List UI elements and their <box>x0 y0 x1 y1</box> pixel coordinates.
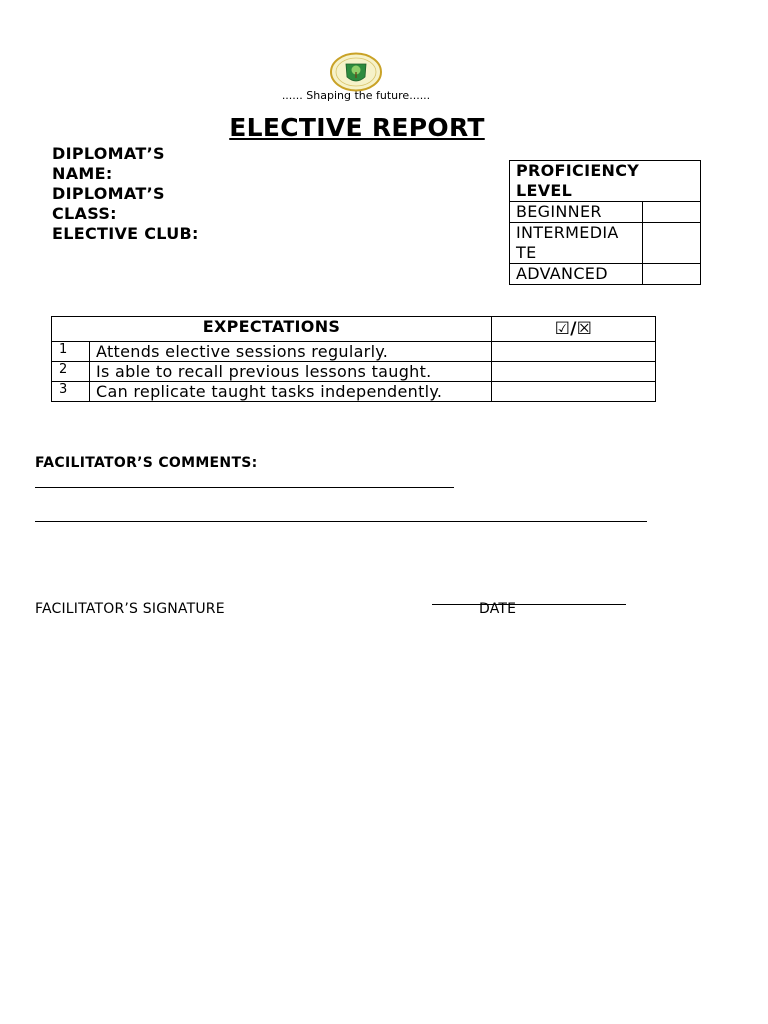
proficiency-checkbox-beginner[interactable] <box>642 202 700 223</box>
facilitator-signature-label: FACILITATOR’S SIGNATURE <box>35 601 225 617</box>
proficiency-checkbox-intermediate[interactable] <box>642 223 700 264</box>
proficiency-header-line1: PROFICIENCY <box>516 161 640 180</box>
expectation-mark-cell[interactable] <box>492 382 656 402</box>
comment-line-2[interactable] <box>35 521 647 522</box>
expectation-text: Can replicate taught tasks independently. <box>90 382 492 402</box>
expectations-table <box>51 316 656 402</box>
check-cross-header-icon: ☑/☒ <box>492 317 656 342</box>
table-row <box>52 342 656 362</box>
diplomat-name-label-line2: NAME: <box>52 164 113 183</box>
proficiency-level-advanced: ADVANCED <box>510 264 643 285</box>
expectations-header: EXPECTATIONS <box>52 317 492 342</box>
diplomat-class-label-line1: DIPLOMAT’S <box>52 184 165 203</box>
row-number: 1 <box>52 342 90 362</box>
proficiency-level-beginner: BEGINNER <box>510 202 643 223</box>
row-number: 2 <box>52 362 90 382</box>
diplomat-name-label-line1: DIPLOMAT’S <box>52 144 165 163</box>
comment-line-1[interactable] <box>35 487 454 488</box>
date-line[interactable] <box>432 604 626 605</box>
expectation-mark-cell[interactable] <box>492 362 656 382</box>
tagline: ...... Shaping the future...... <box>281 89 431 102</box>
school-logo-seal <box>329 52 383 92</box>
proficiency-level-intermediate: INTERMEDIA TE <box>510 223 643 264</box>
expectation-text: Is able to recall previous lessons taught. <box>90 362 492 382</box>
proficiency-header <box>510 161 701 202</box>
page-title: ELECTIVE REPORT <box>229 113 485 142</box>
facilitator-comments-label: FACILITATOR’S COMMENTS: <box>35 455 258 471</box>
proficiency-table <box>509 160 701 285</box>
student-info-fields <box>52 144 199 244</box>
diplomat-class-label-line2: CLASS: <box>52 204 117 223</box>
table-row <box>52 362 656 382</box>
proficiency-checkbox-advanced[interactable] <box>642 264 700 285</box>
elective-club-label: ELECTIVE CLUB: <box>52 224 199 243</box>
expectation-text: Attends elective sessions regularly. <box>90 342 492 362</box>
date-label: DATE <box>479 601 517 617</box>
row-number: 3 <box>52 382 90 402</box>
expectation-mark-cell[interactable] <box>492 342 656 362</box>
proficiency-header-line2: LEVEL <box>516 181 573 200</box>
table-row <box>52 382 656 402</box>
